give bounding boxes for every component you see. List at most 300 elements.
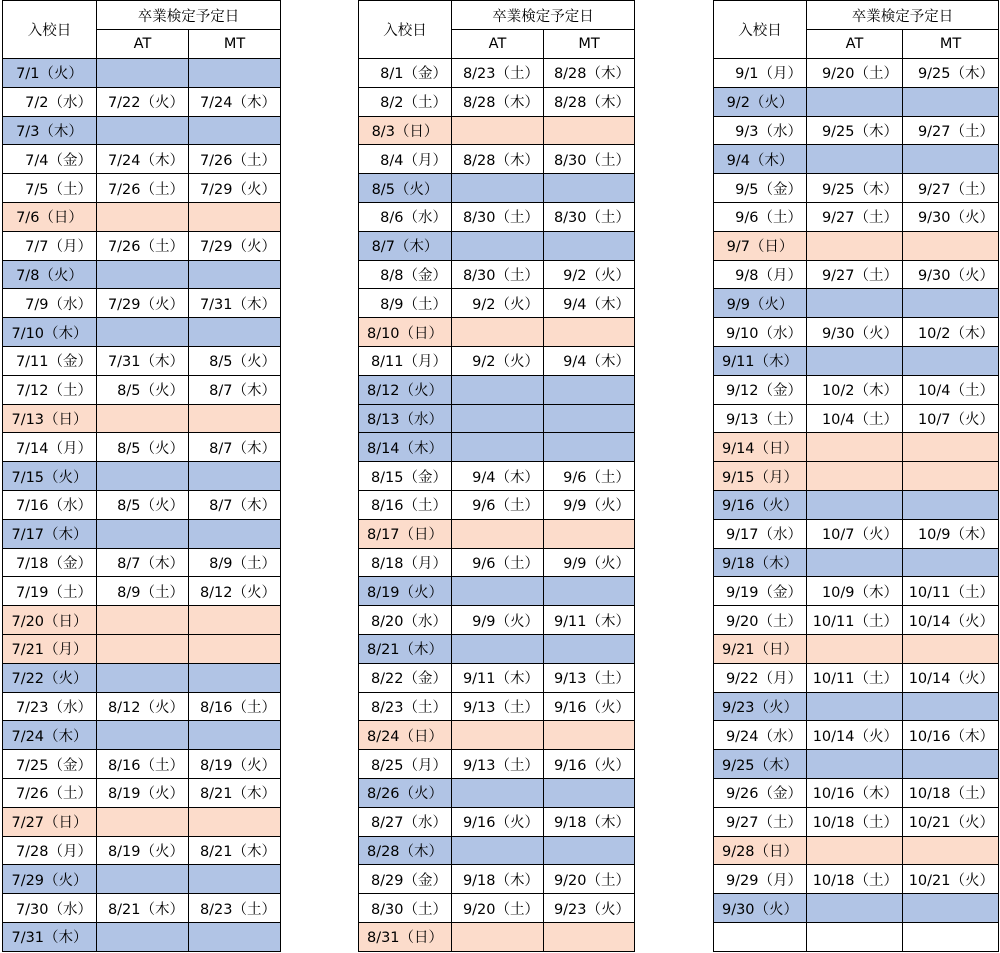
- mt-exam-date-cell: [903, 462, 999, 491]
- table-row: [359, 375, 635, 404]
- table-row: [714, 778, 999, 807]
- mt-exam-date-cell: [903, 289, 999, 318]
- entry-date-cell: 9/9（火）: [714, 289, 807, 318]
- schedule-table-september: [713, 0, 999, 952]
- mt-exam-date-cell: 8/21（木）: [189, 836, 281, 865]
- table-row: [3, 375, 281, 404]
- mt-exam-date-cell: 10/14（火）: [903, 663, 999, 692]
- entry-date-cell: 9/24（水）: [714, 721, 807, 750]
- table-row: [359, 433, 635, 462]
- table-row: [359, 462, 635, 491]
- entry-date-cell: 9/29（月）: [714, 865, 807, 894]
- entry-date-cell: 9/16（火）: [714, 490, 807, 519]
- mt-header: MT: [903, 30, 999, 59]
- table-row: [359, 807, 635, 836]
- mt-exam-date-cell: [903, 346, 999, 375]
- entry-date-cell: 9/10（水）: [714, 318, 807, 347]
- at-exam-date-cell: 7/26（土）: [97, 174, 189, 203]
- mt-exam-date-cell: [903, 922, 999, 951]
- entry-date-cell: 9/30（火）: [714, 894, 807, 923]
- at-exam-date-cell: 9/30（火）: [807, 318, 903, 347]
- mt-exam-date-cell: [189, 404, 281, 433]
- mt-exam-date-cell: 9/25（木）: [903, 59, 999, 88]
- entry-date-cell: 8/22（金）: [359, 663, 452, 692]
- at-exam-date-cell: 9/27（土）: [807, 202, 903, 231]
- entry-date-cell: 8/7（木）: [359, 231, 452, 260]
- at-exam-date-cell: [807, 145, 903, 174]
- at-exam-date-cell: [807, 750, 903, 779]
- table-row: [3, 634, 281, 663]
- mt-exam-date-cell: 7/24（木）: [189, 87, 281, 116]
- entry-date-cell: 8/11（月）: [359, 346, 452, 375]
- at-exam-date-cell: [97, 519, 189, 548]
- table-row: [3, 404, 281, 433]
- schedule-table-july: [2, 0, 281, 952]
- table-row: [359, 289, 635, 318]
- mt-exam-date-cell: 9/27（土）: [903, 174, 999, 203]
- graduation-exam-header: 卒業検定予定日: [97, 1, 281, 30]
- entry-date-cell: 7/1（火）: [3, 59, 97, 88]
- table-row: [714, 404, 999, 433]
- table-row: [359, 404, 635, 433]
- mt-exam-date-cell: [903, 548, 999, 577]
- table-row: [714, 174, 999, 203]
- at-exam-date-cell: [452, 318, 544, 347]
- table-row: [359, 202, 635, 231]
- at-exam-date-cell: [807, 490, 903, 519]
- at-exam-date-cell: 8/19（火）: [97, 836, 189, 865]
- at-exam-date-cell: 8/30（土）: [452, 202, 544, 231]
- mt-exam-date-cell: [544, 778, 635, 807]
- at-exam-date-cell: 8/16（土）: [97, 750, 189, 779]
- at-header: AT: [807, 30, 903, 59]
- table-row: [714, 375, 999, 404]
- table-row: [3, 462, 281, 491]
- at-exam-date-cell: 9/9（火）: [452, 606, 544, 635]
- at-exam-date-cell: [452, 404, 544, 433]
- mt-exam-date-cell: 9/18（木）: [544, 807, 635, 836]
- at-exam-date-cell: 7/22（火）: [97, 87, 189, 116]
- at-exam-date-cell: 8/23（土）: [452, 59, 544, 88]
- mt-exam-date-cell: [189, 260, 281, 289]
- entry-date-cell: 9/4（木）: [714, 145, 807, 174]
- mt-header: MT: [189, 30, 281, 59]
- table-row: [3, 692, 281, 721]
- table-row: [359, 692, 635, 721]
- mt-exam-date-cell: [544, 174, 635, 203]
- at-exam-date-cell: [97, 202, 189, 231]
- table-row: [714, 750, 999, 779]
- mt-exam-date-cell: [544, 577, 635, 606]
- table-row: [3, 433, 281, 462]
- at-exam-date-cell: 9/20（土）: [452, 894, 544, 923]
- entry-date-cell: 8/15（金）: [359, 462, 452, 491]
- entry-date-cell: 7/18（金）: [3, 548, 97, 577]
- mt-exam-date-cell: [903, 433, 999, 462]
- at-exam-date-cell: [97, 59, 189, 88]
- mt-exam-date-cell: 10/21（火）: [903, 807, 999, 836]
- table-row: [359, 634, 635, 663]
- entry-date-cell: 9/18（木）: [714, 548, 807, 577]
- mt-exam-date-cell: [544, 231, 635, 260]
- table-row: [714, 260, 999, 289]
- at-exam-date-cell: 8/5（火）: [97, 433, 189, 462]
- entry-date-cell: 9/13（土）: [714, 404, 807, 433]
- table-row: [359, 145, 635, 174]
- table-row: [3, 836, 281, 865]
- entry-date-header: 入校日: [714, 1, 807, 59]
- mt-exam-date-cell: [903, 836, 999, 865]
- entry-date-cell: 9/12（金）: [714, 375, 807, 404]
- at-exam-date-cell: [97, 663, 189, 692]
- table-row: [359, 174, 635, 203]
- entry-date-cell: 8/27（水）: [359, 807, 452, 836]
- table-row: [714, 318, 999, 347]
- at-exam-date-cell: 7/29（火）: [97, 289, 189, 318]
- mt-exam-date-cell: [903, 87, 999, 116]
- at-exam-date-cell: [97, 404, 189, 433]
- mt-exam-date-cell: 7/26（土）: [189, 145, 281, 174]
- entry-date-cell: 7/6（日）: [3, 202, 97, 231]
- mt-exam-date-cell: 8/5（火）: [189, 346, 281, 375]
- entry-date-cell: 8/6（水）: [359, 202, 452, 231]
- at-exam-date-cell: 7/26（土）: [97, 231, 189, 260]
- at-exam-date-cell: 9/18（木）: [452, 865, 544, 894]
- mt-exam-date-cell: [903, 490, 999, 519]
- table-row: [3, 721, 281, 750]
- table-row: [714, 548, 999, 577]
- mt-exam-date-cell: 9/20（土）: [544, 865, 635, 894]
- table-row: [714, 490, 999, 519]
- table-row: [714, 692, 999, 721]
- entry-date-cell: 9/26（金）: [714, 778, 807, 807]
- at-exam-date-cell: 9/25（木）: [807, 116, 903, 145]
- mt-exam-date-cell: 9/4（木）: [544, 346, 635, 375]
- entry-date-cell: 7/22（火）: [3, 663, 97, 692]
- at-exam-date-cell: 7/31（木）: [97, 346, 189, 375]
- entry-date-cell: 9/1（月）: [714, 59, 807, 88]
- table-row: [714, 922, 999, 951]
- entry-date-cell: 9/14（日）: [714, 433, 807, 462]
- table-row: [714, 606, 999, 635]
- entry-date-cell: 8/29（金）: [359, 865, 452, 894]
- entry-date-cell: 7/4（金）: [3, 145, 97, 174]
- entry-date-cell: 7/27（日）: [3, 807, 97, 836]
- at-exam-date-cell: [807, 231, 903, 260]
- entry-date-cell: 9/6（土）: [714, 202, 807, 231]
- mt-exam-date-cell: [903, 634, 999, 663]
- table-row: [3, 548, 281, 577]
- entry-date-cell: 7/14（月）: [3, 433, 97, 462]
- mt-exam-date-cell: 8/28（木）: [544, 87, 635, 116]
- entry-date-cell: 8/14（木）: [359, 433, 452, 462]
- entry-date-cell: 7/2（水）: [3, 87, 97, 116]
- table-row: [3, 807, 281, 836]
- mt-exam-date-cell: [189, 634, 281, 663]
- entry-date-cell: 9/27（土）: [714, 807, 807, 836]
- at-exam-date-cell: [452, 375, 544, 404]
- table-row: [3, 260, 281, 289]
- mt-exam-date-cell: 10/7（火）: [903, 404, 999, 433]
- table-row: [359, 231, 635, 260]
- table-row: [3, 606, 281, 635]
- entry-date-cell: 9/20（土）: [714, 606, 807, 635]
- mt-exam-date-cell: 9/23（火）: [544, 894, 635, 923]
- mt-exam-date-cell: [544, 116, 635, 145]
- mt-exam-date-cell: [189, 865, 281, 894]
- entry-date-cell: 8/23（土）: [359, 692, 452, 721]
- mt-exam-date-cell: 9/9（火）: [544, 548, 635, 577]
- at-header: AT: [452, 30, 544, 59]
- entry-date-cell: 8/3（日）: [359, 116, 452, 145]
- table-row: [359, 663, 635, 692]
- entry-date-cell: 7/15（火）: [3, 462, 97, 491]
- table-row: [3, 922, 281, 951]
- at-exam-date-cell: [452, 433, 544, 462]
- entry-date-cell: 9/7（日）: [714, 231, 807, 260]
- mt-exam-date-cell: 9/2（火）: [544, 260, 635, 289]
- entry-date-cell: 8/16（土）: [359, 490, 452, 519]
- schedule-table-august: [358, 0, 635, 952]
- mt-exam-date-cell: [903, 750, 999, 779]
- mt-exam-date-cell: 8/7（木）: [189, 375, 281, 404]
- mt-exam-date-cell: 10/16（木）: [903, 721, 999, 750]
- entry-date-cell: 7/8（火）: [3, 260, 97, 289]
- mt-exam-date-cell: 7/31（木）: [189, 289, 281, 318]
- mt-exam-date-cell: 7/29（火）: [189, 174, 281, 203]
- table-row: [714, 721, 999, 750]
- mt-exam-date-cell: 9/9（火）: [544, 490, 635, 519]
- table-row: [359, 59, 635, 88]
- table-row: [714, 116, 999, 145]
- at-exam-date-cell: [807, 634, 903, 663]
- mt-exam-date-cell: 9/30（火）: [903, 260, 999, 289]
- at-exam-date-cell: 8/21（木）: [97, 894, 189, 923]
- entry-date-cell: 8/28（木）: [359, 836, 452, 865]
- table-row: [714, 663, 999, 692]
- at-exam-date-cell: [807, 692, 903, 721]
- at-exam-date-cell: 8/28（木）: [452, 87, 544, 116]
- entry-date-cell: 8/19（火）: [359, 577, 452, 606]
- table-row: [3, 346, 281, 375]
- mt-exam-date-cell: [189, 59, 281, 88]
- mt-exam-date-cell: [544, 318, 635, 347]
- mt-exam-date-cell: 8/21（木）: [189, 778, 281, 807]
- entry-date-cell: 7/10（木）: [3, 318, 97, 347]
- table-row: [714, 433, 999, 462]
- at-exam-date-cell: [452, 116, 544, 145]
- at-exam-date-cell: 8/9（土）: [97, 577, 189, 606]
- entry-date-cell: 9/2（火）: [714, 87, 807, 116]
- at-exam-date-cell: [452, 721, 544, 750]
- table-row: [714, 289, 999, 318]
- at-exam-date-cell: 9/25（木）: [807, 174, 903, 203]
- at-exam-date-cell: [97, 865, 189, 894]
- mt-exam-date-cell: 9/4（木）: [544, 289, 635, 318]
- graduation-exam-header: 卒業検定予定日: [452, 1, 635, 30]
- entry-date-cell: 7/26（土）: [3, 778, 97, 807]
- entry-date-cell: 8/4（月）: [359, 145, 452, 174]
- entry-date-cell: 9/5（金）: [714, 174, 807, 203]
- table-row: [3, 318, 281, 347]
- table-row: [359, 577, 635, 606]
- mt-exam-date-cell: [544, 375, 635, 404]
- graduation-exam-header: 卒業検定予定日: [807, 1, 999, 30]
- mt-exam-date-cell: [544, 922, 635, 951]
- entry-date-cell: 7/9（水）: [3, 289, 97, 318]
- table-row: [359, 318, 635, 347]
- table-row: [359, 548, 635, 577]
- entry-date-cell: 7/11（金）: [3, 346, 97, 375]
- mt-exam-date-cell: 10/21（火）: [903, 865, 999, 894]
- entry-date-cell: 7/30（水）: [3, 894, 97, 923]
- mt-exam-date-cell: 8/30（土）: [544, 202, 635, 231]
- at-exam-date-cell: 8/28（木）: [452, 145, 544, 174]
- entry-date-header: 入校日: [3, 1, 97, 59]
- mt-exam-date-cell: 8/7（木）: [189, 433, 281, 462]
- mt-exam-date-cell: [189, 922, 281, 951]
- at-exam-date-cell: 10/18（土）: [807, 807, 903, 836]
- entry-date-cell: 9/3（水）: [714, 116, 807, 145]
- at-exam-date-cell: [807, 836, 903, 865]
- at-exam-date-cell: 9/2（火）: [452, 346, 544, 375]
- at-header: AT: [97, 30, 189, 59]
- at-exam-date-cell: 8/19（火）: [97, 778, 189, 807]
- at-exam-date-cell: [807, 289, 903, 318]
- at-exam-date-cell: [97, 116, 189, 145]
- table-row: [3, 519, 281, 548]
- entry-date-cell: 8/10（日）: [359, 318, 452, 347]
- at-exam-date-cell: [452, 836, 544, 865]
- table-row: [3, 87, 281, 116]
- mt-exam-date-cell: 8/9（土）: [189, 548, 281, 577]
- entry-date-cell: 7/7（月）: [3, 231, 97, 260]
- table-row: [359, 87, 635, 116]
- mt-exam-date-cell: 8/16（土）: [189, 692, 281, 721]
- at-exam-date-cell: [807, 922, 903, 951]
- at-exam-date-cell: 9/13（土）: [452, 750, 544, 779]
- table-row: [3, 202, 281, 231]
- mt-exam-date-cell: [544, 721, 635, 750]
- at-exam-date-cell: [807, 87, 903, 116]
- entry-date-cell: 7/5（土）: [3, 174, 97, 203]
- mt-exam-date-cell: [903, 692, 999, 721]
- mt-exam-date-cell: 8/30（土）: [544, 145, 635, 174]
- table-row: [714, 634, 999, 663]
- table-row: [714, 231, 999, 260]
- table-row: [714, 519, 999, 548]
- mt-exam-date-cell: 8/19（火）: [189, 750, 281, 779]
- table-row: [714, 577, 999, 606]
- table-row: [359, 894, 635, 923]
- mt-exam-date-cell: 10/11（土）: [903, 577, 999, 606]
- entry-date-cell: 7/12（土）: [3, 375, 97, 404]
- table-row: [714, 59, 999, 88]
- at-exam-date-cell: 9/2（火）: [452, 289, 544, 318]
- at-exam-date-cell: [452, 577, 544, 606]
- table-row: [3, 174, 281, 203]
- at-exam-date-cell: [97, 922, 189, 951]
- mt-header: MT: [544, 30, 635, 59]
- mt-exam-date-cell: [189, 116, 281, 145]
- entry-date-cell: 8/2（土）: [359, 87, 452, 116]
- mt-exam-date-cell: 9/16（火）: [544, 750, 635, 779]
- table-row: [3, 59, 281, 88]
- at-exam-date-cell: [97, 721, 189, 750]
- at-exam-date-cell: 10/14（火）: [807, 721, 903, 750]
- entry-date-cell: 8/26（火）: [359, 778, 452, 807]
- entry-date-cell: 8/21（木）: [359, 634, 452, 663]
- table-row: [3, 750, 281, 779]
- entry-date-cell: 8/18（月）: [359, 548, 452, 577]
- entry-date-cell: 8/25（月）: [359, 750, 452, 779]
- entry-date-cell: 9/22（月）: [714, 663, 807, 692]
- table-row: [359, 750, 635, 779]
- table-row: [359, 836, 635, 865]
- entry-date-header: 入校日: [359, 1, 452, 59]
- at-exam-date-cell: 10/11（土）: [807, 663, 903, 692]
- entry-date-cell: 9/11（木）: [714, 346, 807, 375]
- entry-date-cell: 8/24（日）: [359, 721, 452, 750]
- entry-date-cell: 7/31（木）: [3, 922, 97, 951]
- at-exam-date-cell: 10/7（火）: [807, 519, 903, 548]
- entry-date-cell: 8/5（火）: [359, 174, 452, 203]
- mt-exam-date-cell: 8/23（土）: [189, 894, 281, 923]
- at-exam-date-cell: [97, 462, 189, 491]
- at-exam-date-cell: [452, 174, 544, 203]
- table-row: [359, 519, 635, 548]
- entry-date-cell: 7/23（水）: [3, 692, 97, 721]
- entry-date-cell: 8/9（土）: [359, 289, 452, 318]
- mt-exam-date-cell: [189, 721, 281, 750]
- at-exam-date-cell: [97, 606, 189, 635]
- mt-exam-date-cell: [903, 231, 999, 260]
- mt-exam-date-cell: [903, 145, 999, 174]
- mt-exam-date-cell: [544, 433, 635, 462]
- table-row: [3, 577, 281, 606]
- at-exam-date-cell: [452, 634, 544, 663]
- at-exam-date-cell: 8/5（火）: [97, 375, 189, 404]
- table-row: [3, 289, 281, 318]
- at-exam-date-cell: 10/4（土）: [807, 404, 903, 433]
- at-exam-date-cell: [97, 634, 189, 663]
- entry-date-cell: 7/3（木）: [3, 116, 97, 145]
- at-exam-date-cell: [97, 318, 189, 347]
- entry-date-cell: 9/21（日）: [714, 634, 807, 663]
- at-exam-date-cell: 8/7（木）: [97, 548, 189, 577]
- table-row: [714, 807, 999, 836]
- mt-exam-date-cell: [189, 663, 281, 692]
- at-exam-date-cell: 8/5（火）: [97, 490, 189, 519]
- table-row: [3, 865, 281, 894]
- entry-date-cell: 7/21（月）: [3, 634, 97, 663]
- at-exam-date-cell: [97, 807, 189, 836]
- mt-exam-date-cell: [544, 519, 635, 548]
- at-exam-date-cell: 9/6（土）: [452, 490, 544, 519]
- entry-date-cell: 7/20（日）: [3, 606, 97, 635]
- at-exam-date-cell: 7/24（木）: [97, 145, 189, 174]
- table-row: [3, 116, 281, 145]
- table-row: [714, 202, 999, 231]
- table-row: [3, 663, 281, 692]
- at-exam-date-cell: 10/2（木）: [807, 375, 903, 404]
- mt-exam-date-cell: 10/9（木）: [903, 519, 999, 548]
- entry-date-cell: 7/17（木）: [3, 519, 97, 548]
- at-exam-date-cell: [807, 433, 903, 462]
- at-exam-date-cell: [452, 778, 544, 807]
- entry-date-cell: 9/17（水）: [714, 519, 807, 548]
- table-row: [359, 865, 635, 894]
